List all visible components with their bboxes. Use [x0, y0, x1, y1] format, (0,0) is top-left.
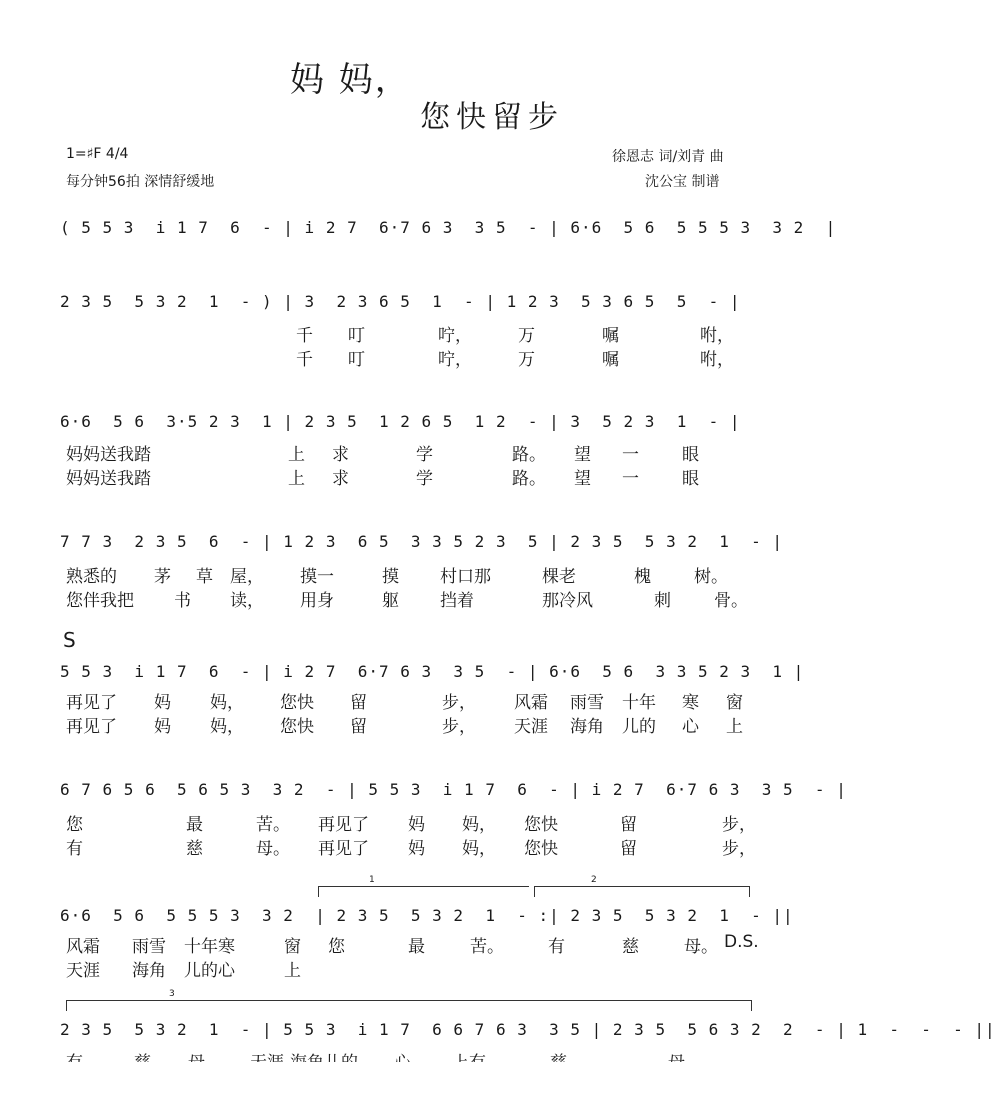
- lyric-word: 一: [622, 469, 639, 489]
- lyric-word: 上: [726, 717, 743, 737]
- lyric-word: 母。: [256, 839, 290, 859]
- volta-number: 1: [369, 875, 375, 885]
- lyric-word: 您: [66, 815, 83, 835]
- lyric-word: 望: [574, 469, 591, 489]
- lyric-word: 嘱: [602, 350, 619, 370]
- composer-credits: 徐恩志 词/刘青 曲: [612, 149, 724, 165]
- lyric-word: 树。: [694, 567, 728, 587]
- lyric-word: 妈，: [210, 717, 244, 737]
- lyric-word: 留: [620, 839, 637, 859]
- lyric-word: 读，: [230, 591, 264, 611]
- lyric-word: 再见了: [66, 717, 117, 737]
- notation-row-6: [60, 780, 847, 804]
- lyric-word: 咐，: [700, 350, 734, 370]
- lyric-word: 您快: [280, 717, 314, 737]
- lyric-line: [60, 345, 765, 370]
- notation-row-3: [60, 412, 765, 436]
- lyric-line: [60, 810, 765, 835]
- lyric-word: 妈: [408, 839, 425, 859]
- lyric-word: 有: [66, 839, 83, 859]
- notation-row-8: [60, 1020, 996, 1044]
- song-title-line1: 妈 妈，: [290, 60, 411, 100]
- lyric-word: 摸一: [300, 567, 334, 587]
- lyric-word: 您快: [524, 815, 558, 835]
- jianpu-notes: 6 7 6 5 6 5 6 5 3 3 2 - | 5 5 3 i 1 7 6 - | i 2 7 6·7 6 3 3 5 - |: [60, 780, 847, 799]
- lyric-word: 嘱: [602, 326, 619, 346]
- lyric-word: 风霜: [66, 937, 100, 957]
- lyric-word: 儿的心: [184, 961, 235, 981]
- lyric-word: 眼: [682, 445, 699, 465]
- lyric-word: 刺: [654, 591, 671, 611]
- lyric-word: 窗: [726, 693, 743, 713]
- lyric-word: 苦。: [470, 937, 504, 957]
- lyric-word: 再见了: [318, 839, 369, 859]
- lyric-word: 步，: [442, 717, 476, 737]
- lyric-word: 十年: [622, 693, 656, 713]
- lyric-word: 书: [174, 591, 191, 611]
- notation-row-1: [60, 218, 837, 242]
- lyric-word: 妈，: [462, 839, 496, 859]
- lyric-word: 挡着: [440, 591, 474, 611]
- lyric-word: 最: [408, 937, 425, 957]
- lyric-word: 屋，: [230, 567, 264, 587]
- lyric-word: 一: [622, 445, 639, 465]
- lyric-word: 海角: [570, 717, 604, 737]
- song-title-line2: 您快留步: [420, 100, 564, 135]
- lyric-word: 慈: [622, 937, 639, 957]
- lyric-word: 妈: [154, 717, 171, 737]
- lyric-word: 茅: [154, 567, 171, 587]
- lyric-line: [60, 834, 765, 859]
- lyric-word: 路。: [512, 469, 546, 489]
- lyric-word: 您快: [524, 839, 558, 859]
- lyric-word: 学: [416, 445, 433, 465]
- volta-bracket-1: [318, 875, 529, 897]
- notation-row-7: [60, 906, 794, 930]
- lyric-word: 步，: [722, 839, 756, 859]
- lyric-word: 叮: [348, 350, 365, 370]
- lyric-word: 风霜: [514, 693, 548, 713]
- lyric-word: 苦。: [256, 815, 290, 835]
- lyric-word: 留: [350, 693, 367, 713]
- jianpu-notes: 6·6 5 6 3·5 2 3 1 | 2 3 5 1 2 6 5 1 2 - | 3 5 2 3 1 - |: [60, 412, 741, 431]
- lyric-word: 那冷风: [542, 591, 593, 611]
- jianpu-notes: 5 5 3 i 1 7 6 - | i 2 7 6·7 6 3 3 5 - | 6·6 5 6 3 3 5 2 3 1 |: [60, 662, 805, 681]
- jianpu-notes: 2 3 5 5 3 2 1 - | 5 5 3 i 1 7 6 6 7 6 3 3 5 | 2 3 5 5 6 3 2 2 - | 1 - - - ||: [60, 1020, 996, 1039]
- jianpu-notes: ( 5 5 3 i 1 7 6 - | i 2 7 6·7 6 3 3 5 - | 6·6 5 6 5 5 5 3 3 2 |: [60, 218, 837, 237]
- lyric-line: [60, 712, 765, 737]
- lyric-word: 学: [416, 469, 433, 489]
- volta-bracket-3: [66, 989, 752, 1011]
- lyric-line: [60, 932, 765, 957]
- lyric-word: 您: [328, 937, 345, 957]
- lyric-word: 儿的: [622, 717, 656, 737]
- lyric-word: 咛，: [438, 326, 472, 346]
- lyric-word: 上: [288, 469, 305, 489]
- lyric-word: 叮: [348, 326, 365, 346]
- lyric-word: 雨雪: [570, 693, 604, 713]
- jianpu-notes: 6·6 5 6 5 5 5 3 3 2 | 2 3 5 5 3 2 1 - :| 2 3 5 5 3 2 1 - ||: [60, 906, 794, 925]
- lyric-word: 海角: [132, 961, 166, 981]
- lyric-word: 上: [288, 445, 305, 465]
- volta-bracket-2: [534, 875, 750, 897]
- lyric-word: 有: [548, 937, 565, 957]
- volta-number: 3: [169, 989, 175, 999]
- lyric-word: 千: [296, 326, 313, 346]
- lyric-word: 咛，: [438, 350, 472, 370]
- lyric-word: 步，: [442, 693, 476, 713]
- lyric-word: 天涯: [66, 961, 100, 981]
- lyric-word: 妈妈送我踏: [66, 469, 151, 489]
- lyric-word: 慈: [186, 839, 203, 859]
- lyric-word: 村口那: [440, 567, 491, 587]
- notation-row-2: [60, 292, 765, 316]
- lyric-word: 望: [574, 445, 591, 465]
- lyric-word: 留: [620, 815, 637, 835]
- lyric-line: [60, 464, 765, 489]
- lyric-word: 雨雪: [132, 937, 166, 957]
- lyric-word: 熟悉的: [66, 567, 117, 587]
- lyric-word: 寒: [682, 693, 699, 713]
- lyric-word: 草: [196, 567, 213, 587]
- lyric-word: D.S.: [724, 932, 759, 952]
- lyric-line: [60, 688, 765, 713]
- lyric-word: 妈妈送我踏: [66, 445, 151, 465]
- lyric-word: 窗: [284, 937, 301, 957]
- lyric-word: 最: [186, 815, 203, 835]
- lyric-line: [60, 956, 765, 981]
- tempo-marking: 每分钟56拍 深情舒缓地: [66, 174, 215, 190]
- lyric-word: 槐: [634, 567, 651, 587]
- lyric-word: 路。: [512, 445, 546, 465]
- lyric-word: 天涯: [514, 717, 548, 737]
- lyric-line: [60, 586, 765, 611]
- lyric-word: 眼: [682, 469, 699, 489]
- lyric-word: 母。: [684, 937, 718, 957]
- transcriber-credit: 沈公宝 制谱: [645, 174, 720, 190]
- lyric-word: 再见了: [66, 693, 117, 713]
- lyric-line: [60, 562, 765, 587]
- segno-sign: S: [63, 628, 76, 652]
- notation-row-4: [60, 532, 784, 556]
- lyric-line: [60, 440, 765, 465]
- lyric-word: 万: [518, 326, 535, 346]
- lyric-word: 棵老: [542, 567, 576, 587]
- lyric-word: 步，: [722, 815, 756, 835]
- lyric-word: 再见了: [318, 815, 369, 835]
- lyric-word: 妈: [408, 815, 425, 835]
- page-bottom-crop: [0, 1062, 813, 1094]
- lyric-word: 万: [518, 350, 535, 370]
- lyric-word: 躯: [382, 591, 399, 611]
- lyric-word: 求: [332, 469, 349, 489]
- lyric-word: 用身: [300, 591, 334, 611]
- lyric-word: 千: [296, 350, 313, 370]
- lyric-word: 您伴我把: [66, 591, 134, 611]
- jianpu-notes: 2 3 5 5 3 2 1 - ) | 3 2 3 6 5 1 - | 1 2 3 5 3 6 5 5 - |: [60, 292, 741, 311]
- lyric-word: 十年寒: [184, 937, 235, 957]
- lyric-word: 上: [284, 961, 301, 981]
- key-signature: 1=♯F 4/4: [66, 146, 129, 162]
- jianpu-notes: 7 7 3 2 3 5 6 - | 1 2 3 6 5 3 3 5 2 3 5 | 2 3 5 5 3 2 1 - |: [60, 532, 784, 551]
- lyric-word: 妈: [154, 693, 171, 713]
- lyric-word: 咐，: [700, 326, 734, 346]
- notation-row-5: [60, 662, 805, 686]
- lyric-line: [60, 321, 765, 346]
- lyric-word: 摸: [382, 567, 399, 587]
- lyric-word: 求: [332, 445, 349, 465]
- lyric-word: 妈，: [462, 815, 496, 835]
- lyric-word: 留: [350, 717, 367, 737]
- volta-number: 2: [591, 875, 597, 885]
- lyric-word: 心: [682, 717, 699, 737]
- lyric-word: 您快: [280, 693, 314, 713]
- lyric-word: 骨。: [714, 591, 748, 611]
- lyric-word: 妈，: [210, 693, 244, 713]
